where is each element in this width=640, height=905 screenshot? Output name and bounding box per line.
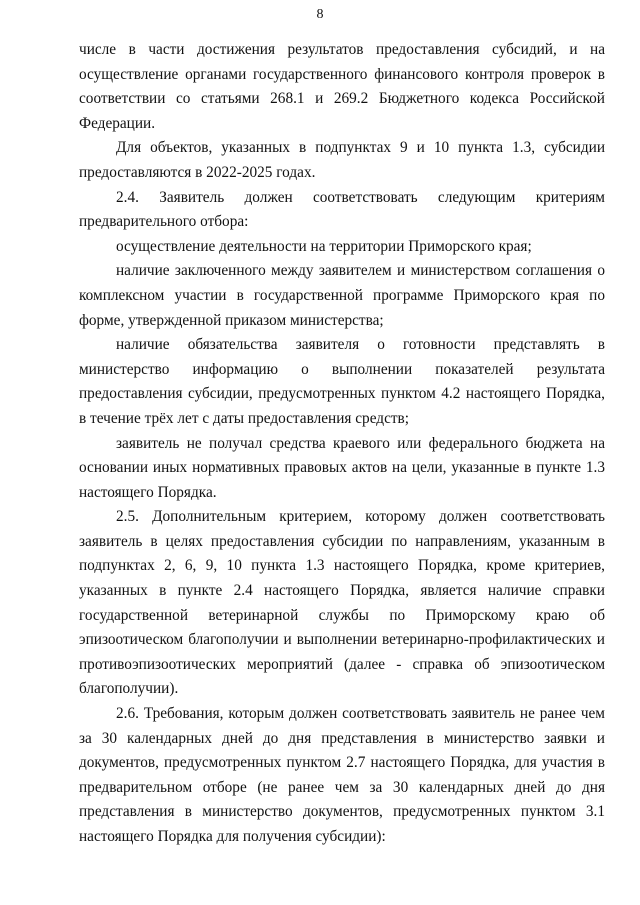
paragraph-criterion-agreement: наличие заключенного между заявителем и министерством соглашения о комплексном участии в государственной программе Приморского края по форме, утвержденной приказом министерства; [79,262,605,329]
paragraph-objects-subsidy-years: Для объектов, указанных в подпунктах 9 и 10 пункта 1.3, субсидии предоставляются в 2022-2025 годах. [79,139,605,181]
paragraph-2-6-requirements: 2.6. Требования, которым должен соответствовать заявитель не ранее чем за 30 календарных дней до дня представления в министерство заявки и документов, предусмотренных пунктом 2.7 настоящего Порядка, для участия в предварительном отборе (не ранее чем за 30 календарных дней до дня представления в министерство документов, предусмотренных пунктом 3.1 настоящего Порядка для получения субсидии): [79,705,605,845]
paragraph-2-4-criteria: 2.4. Заявитель должен соответствовать следующим критериям предварительного отбора: [79,188,605,231]
paragraph-criterion-territory: осуществление деятельности на территории Приморского края; [116,237,532,255]
paragraph-2-5-additional-criterion: 2.5. Дополнительным критерием, которому должен соответствовать заявитель в целях предоставления субсидии по направлениям, указанным в подпунктах 2, 6, 9, 10 пункта 1.3 настоящего Порядка, кроме критериев, указанных в пункте 2.4 настоящего Порядка, является наличие справки государственной ветеринарной службы по Приморскому краю об эпизоотическом благополучии и выполнении ветеринарно-профилактических и противоэпизоотических мероприятий (далее - справка об эпизоотическом благополучии). [79,508,605,698]
paragraph-continuation: числе в части достижения результатов предоставления субсидий, и на осуществление органами государственного финансового контроля проверок в соответствии со статьями 268.1 и 269.2 Бюджетного кодекса Российской Федерации. [79,41,605,132]
paragraph-criterion-no-other-funds: заявитель не получал средства краевого или федерального бюджета на основании иных нормативных правовых актов на цели, указанные в пункте 1.3 настоящего Порядка. [79,434,605,501]
document-body [79,38,605,850]
page-number: 8 [316,7,324,22]
paragraph-criterion-obligation: наличие обязательства заявителя о готовности представлять в министерство информацию о выполнении показателей результата предоставления субсидии, предусмотренных пунктом 4.2 настоящего Порядка, в течение трёх лет с даты предоставления средств; [79,336,605,427]
